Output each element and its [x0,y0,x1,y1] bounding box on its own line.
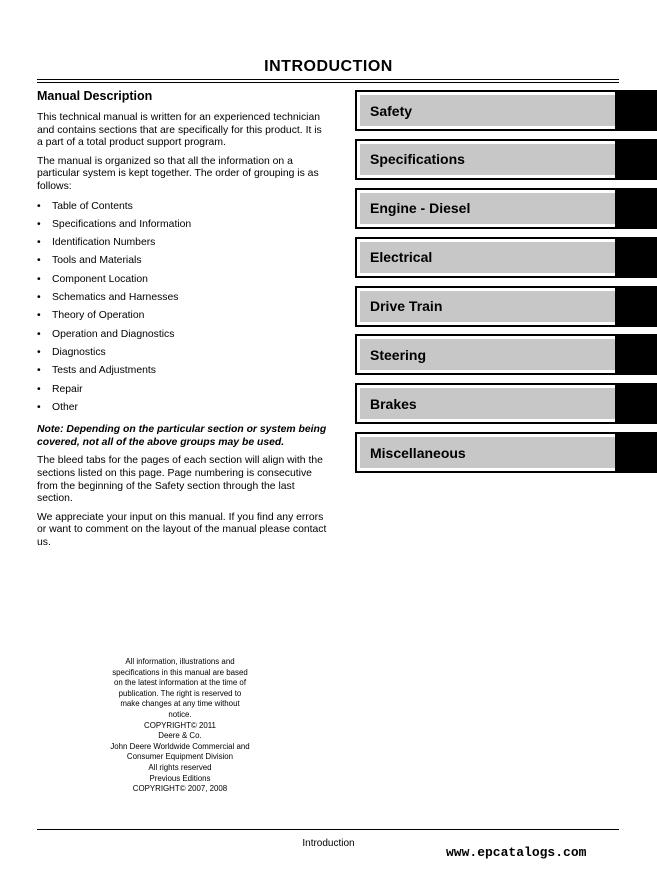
tab-face [360,193,615,224]
tab-face [360,95,615,126]
copyright-notice [100,657,260,795]
group-list-item: • Specifications and Information [37,218,327,236]
title-rule [37,79,619,83]
section-tab-drive-train[interactable] [355,286,657,327]
tab-face [360,388,615,419]
section-tab-brakes[interactable] [355,383,657,424]
section-tabs [355,90,657,481]
note: Note: Depending on the particular section or system being covered, not all of the above groups may be used. [37,424,327,448]
copyright-line: Previous Editions [149,773,211,783]
tab-label: Specifications [370,151,465,168]
group-list-item: • Component Location [37,273,327,291]
page-title: INTRODUCTION [264,58,393,75]
tab-label: Miscellaneous [370,444,466,461]
tab-face [360,339,615,370]
tab-face [360,291,615,322]
group-list-item: • Tests and Adjustments [37,364,327,382]
bleed-tab-marker [615,286,655,327]
group-list-item: • Tools and Materials [37,254,327,272]
tab-label: Drive Train [370,298,443,315]
section-tab-electrical[interactable] [355,237,657,278]
bleed-tab-marker [615,139,655,180]
tab-label: Steering [370,346,427,363]
group-list-item: • Theory of Operation [37,309,327,327]
tab-face [360,437,615,468]
section-tab-engine-diesel[interactable] [355,188,657,229]
copyright-line: All information, illustrations and [125,657,235,666]
manual-description [37,88,327,555]
group-list-item: • Table of Contents [37,200,327,218]
copyright-line: Deere & Co. [158,731,202,741]
paragraph-bleed-tabs: The bleed tabs for the pages of each section will align with the sections listed on this page. Page numbering is consecutive from the beginning of the Safety section through the last section. [37,455,323,505]
bleed-tab-marker [615,432,655,473]
copyright-line: John Deere Worldwide Commercial and [110,741,250,751]
paragraph-organization: The manual is organized so that all the information on a particular system is kept together. The order of grouping is as follows: [37,155,319,192]
section-tab-miscellaneous[interactable] [355,432,657,473]
copyright-line: Consumer Equipment Division [126,752,234,762]
copyright-line: COPYRIGHT© 2011 [144,720,216,730]
group-list-item: • Operation and Diagnostics [37,328,327,346]
bleed-tab-marker [615,188,655,229]
bleed-tab-marker [615,90,655,131]
tab-label: Brakes [370,395,417,412]
tab-label: Safety [370,102,413,119]
bleed-tab-marker [615,237,655,278]
footer-rule [37,829,619,830]
group-list-item: • Schematics and Harnesses [37,291,327,309]
section-tab-specifications[interactable] [355,139,657,180]
group-list [37,200,327,420]
paragraph-contact: We appreciate your input on this manual. If you find any errors or want to comment on the layout of the manual please contact us. [37,511,327,548]
copyright-line: on the latest information at the time of [113,678,247,688]
tab-face [360,242,615,273]
bleed-tab-marker [615,334,655,375]
section-tab-steering[interactable] [355,334,657,375]
footer-label: Introduction [302,838,355,849]
group-list-item: • Repair [37,383,327,401]
section-heading: Manual Description [37,89,153,103]
paragraph-intro: This technical manual is written for an experienced technician and contains sections that are specifically for this product. It is a part of a total product support program. [37,112,322,149]
group-list-item: • Diagnostics [37,346,327,364]
copyright-line: notice. [168,709,192,719]
copyright-line: COPYRIGHT© 2007, 2008 [132,784,228,794]
copyright-line: specifications in this manual are based [112,667,248,677]
tab-face [360,144,615,175]
tab-label: Electrical [370,249,433,266]
copyright-line: publication. The right is reserved to [118,688,242,698]
watermark: www.epcatalogs.com [446,845,587,860]
group-list-item: • Other [37,401,327,419]
copyright-line: make changes at any time without [120,699,240,709]
group-list-item: • Identification Numbers [37,236,327,254]
bleed-tab-marker [615,383,655,424]
copyright-line: All rights reserved [148,762,212,772]
tab-label: Engine - Diesel [370,200,471,217]
section-tab-safety[interactable] [355,90,657,131]
